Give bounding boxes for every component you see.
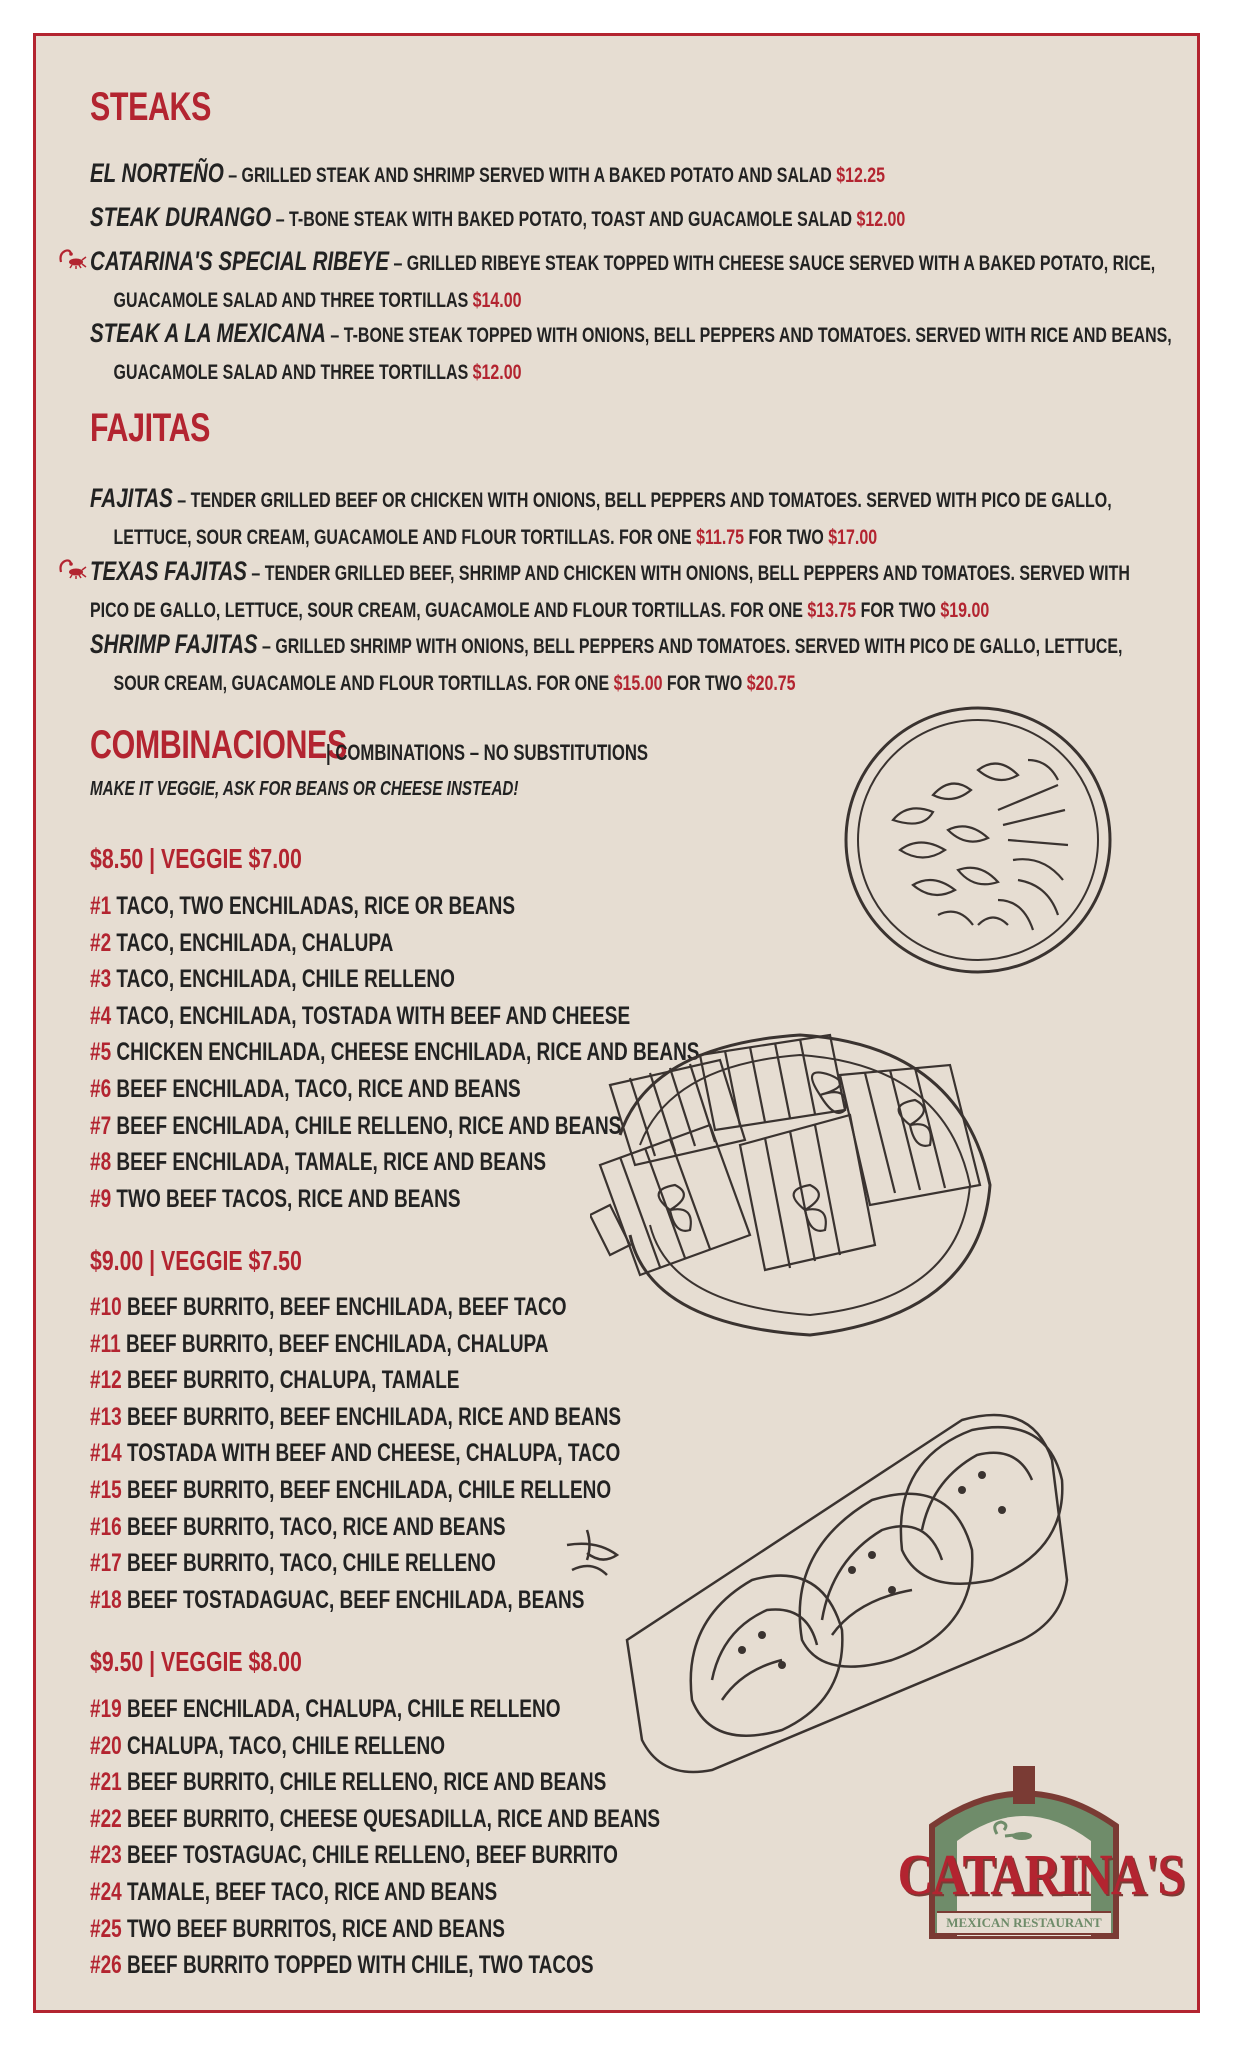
item-desc-cont: PICO DE GALLO, LETTUCE, SOUR CREAM, GUACAMOLE AND FLOUR TORTILLAS. FOR ONE bbox=[90, 599, 803, 622]
veggie-note: MAKE IT VEGGIE, ASK FOR BEANS OR CHEESE INSTEAD! bbox=[90, 778, 519, 800]
combo-item bbox=[90, 925, 699, 962]
item-name: STEAK DURANGO bbox=[90, 202, 272, 232]
combo-number: #5 bbox=[90, 1038, 112, 1067]
price-tier-2: $9.00 | VEGGIE $7.50 bbox=[90, 1245, 302, 1276]
item-price: $12.00 bbox=[856, 208, 906, 231]
combo-item bbox=[90, 1509, 621, 1546]
combo-number: #7 bbox=[90, 1111, 112, 1140]
combo-number: #18 bbox=[90, 1585, 122, 1614]
item-desc: – TENDER GRILLED BEEF OR CHICKEN WITH ONIONS, BELL PEPPERS AND TOMATOES. SERVED WITH PICO DE GALLO, bbox=[177, 489, 1112, 512]
combo-item bbox=[90, 1911, 660, 1948]
item-desc-cont: LETTUCE, SOUR CREAM, GUACAMOLE AND FLOUR TORTILLAS. FOR ONE bbox=[113, 526, 692, 549]
item-desc: – T-BONE STEAK WITH BAKED POTATO, TOAST AND GUACAMOLE SALAD bbox=[275, 208, 853, 231]
combo-number: #26 bbox=[90, 1951, 122, 1980]
combo-text: BEEF BURRITO, CHALUPA, TAMALE bbox=[126, 1366, 460, 1395]
combo-number: #1 bbox=[90, 892, 112, 920]
combo-number: #4 bbox=[90, 1001, 112, 1030]
item-desc: – GRILLED SHRIMP WITH ONIONS, BELL PEPPERS AND TOMATOES. SERVED WITH PICO DE GALLO, LETTUCE, bbox=[262, 635, 1123, 658]
combo-number: #13 bbox=[90, 1402, 122, 1431]
combo-item bbox=[90, 961, 699, 998]
combo-text: BEEF BURRITO, TACO, CHILE RELLENO bbox=[126, 1549, 496, 1578]
combo-text: BEEF BURRITO, BEEF ENCHILADA, CHILE RELLENO bbox=[126, 1475, 612, 1504]
combo-item bbox=[90, 888, 699, 925]
steaks-section bbox=[90, 84, 249, 130]
combo-item bbox=[90, 1582, 621, 1619]
combo-item bbox=[90, 1837, 660, 1874]
item-price: $12.00 bbox=[472, 361, 522, 384]
combo-item bbox=[90, 1326, 621, 1363]
item-desc: – T-BONE STEAK TOPPED WITH ONIONS, BELL PEPPERS AND TOMATOES. SERVED WITH RICE AND BEANS, bbox=[330, 324, 1172, 347]
combo-number: #12 bbox=[90, 1366, 122, 1395]
item-name: TEXAS FAJITAS bbox=[90, 556, 247, 586]
combo-number: #24 bbox=[90, 1877, 122, 1906]
combo-text: TACO, ENCHILADA, CHALUPA bbox=[116, 928, 394, 957]
section-title-combinaciones: COMBINACIONES bbox=[90, 723, 347, 767]
item-price-one: $13.75 bbox=[807, 599, 857, 622]
combo-text: CHICKEN ENCHILADA, CHEESE ENCHILADA, RICE AND BEANS bbox=[116, 1038, 700, 1067]
item-desc-cont: GUACAMOLE SALAD AND THREE TORTILLAS bbox=[113, 361, 469, 384]
item-price: $14.00 bbox=[472, 289, 522, 312]
item-desc: – GRILLED STEAK AND SHRIMP SERVED WITH A BAKED POTATO AND SALAD bbox=[228, 164, 832, 187]
logo-name: CATARINA'S bbox=[897, 1842, 1184, 1907]
combo-text: TACO, TWO ENCHILADAS, RICE OR BEANS bbox=[116, 892, 516, 920]
combo-number: #11 bbox=[90, 1329, 121, 1358]
item-price: $12.25 bbox=[836, 164, 886, 187]
item-price-one: $15.00 bbox=[613, 672, 663, 695]
item-name: SHRIMP FAJITAS bbox=[90, 629, 258, 659]
fajita-platter-illustration bbox=[838, 700, 1118, 980]
price-tier-1: $8.50 | VEGGIE $7.00 bbox=[90, 843, 302, 874]
combo-number: #22 bbox=[90, 1804, 122, 1833]
combo-item bbox=[90, 1435, 621, 1472]
section-title-steaks: STEAKS bbox=[90, 85, 212, 129]
menu-item-el-norteno bbox=[90, 155, 1136, 194]
combo-item bbox=[90, 1801, 660, 1838]
combo-text: TOSTADA WITH BEEF AND CHEESE, CHALUPA, TACO bbox=[126, 1439, 621, 1468]
combo-number: #3 bbox=[90, 965, 112, 994]
combo-text: BEEF ENCHILADA, TAMALE, RICE AND BEANS bbox=[116, 1148, 547, 1177]
combo-text: BEEF BURRITO, BEEF ENCHILADA, CHALUPA bbox=[125, 1329, 549, 1358]
item-desc-cont: SOUR CREAM, GUACAMOLE AND FLOUR TORTILLAS. FOR ONE bbox=[113, 672, 610, 695]
combo-item bbox=[90, 1874, 660, 1911]
item-price-one: $11.75 bbox=[696, 526, 745, 549]
combo-item bbox=[90, 1947, 660, 1984]
combo-text: TWO BEEF BURRITOS, RICE AND BEANS bbox=[126, 1914, 505, 1943]
for-two-label: FOR TWO bbox=[860, 599, 936, 622]
combo-number: #15 bbox=[90, 1475, 122, 1504]
item-name: STEAK A LA MEXICANA bbox=[90, 318, 326, 348]
combo-text: BEEF BURRITO, TACO, RICE AND BEANS bbox=[126, 1512, 506, 1541]
item-price-two: $20.75 bbox=[746, 672, 796, 695]
combo-number: #25 bbox=[90, 1914, 122, 1943]
scorpion-icon bbox=[57, 247, 87, 269]
combo-text: BEEF BURRITO TOPPED WITH CHILE, TWO TACOS bbox=[126, 1951, 594, 1980]
combo-number: #8 bbox=[90, 1148, 112, 1177]
combo-item bbox=[90, 1362, 621, 1399]
tamales-plate-illustration bbox=[590, 1015, 1010, 1355]
menu-item-steak-durango bbox=[90, 199, 1163, 238]
combo-item bbox=[90, 1399, 621, 1436]
combo-number: #10 bbox=[90, 1293, 122, 1321]
combo-text: TACO, ENCHILADA, CHILE RELLENO bbox=[116, 965, 455, 994]
item-desc: – GRILLED RIBEYE STEAK TOPPED WITH CHEESE SAUCE SERVED WITH A BAKED POTATO, RICE, bbox=[393, 252, 1156, 275]
for-two-label: FOR TWO bbox=[748, 526, 824, 549]
menu-item-special-ribeye bbox=[90, 243, 1243, 319]
combo-number: #2 bbox=[90, 928, 112, 957]
item-price-two: $17.00 bbox=[828, 526, 878, 549]
combo-text: BEEF BURRITO, BEEF ENCHILADA, BEEF TACO bbox=[126, 1293, 567, 1321]
combo-text: BEEF ENCHILADA, CHALUPA, CHILE RELLENO bbox=[126, 1695, 561, 1723]
combo-item bbox=[90, 1289, 621, 1326]
section-title-fajitas: FAJITAS bbox=[90, 406, 211, 450]
combo-number: #6 bbox=[90, 1074, 112, 1103]
combo-text: CHALUPA, TACO, CHILE RELLENO bbox=[126, 1731, 446, 1760]
catarinas-logo bbox=[877, 1766, 1184, 1956]
price-tier-3: $9.50 | VEGGIE $8.00 bbox=[90, 1646, 302, 1677]
combo-text: TWO BEEF TACOS, RICE AND BEANS bbox=[116, 1184, 461, 1213]
combo-number: #9 bbox=[90, 1184, 112, 1213]
combo-text: BEEF ENCHILADA, CHILE RELLENO, RICE AND BEANS bbox=[116, 1111, 622, 1140]
combo-text: BEEF TOSTAGUAC, CHILE RELLENO, BEEF BURRITO bbox=[126, 1841, 618, 1870]
combo-number: #17 bbox=[90, 1549, 122, 1578]
logo-tagline: MEXICAN RESTAURANT bbox=[937, 1911, 1111, 1935]
combinaciones-subtitle: | COMBINATIONS – NO SUBSTITUTIONS bbox=[326, 740, 649, 765]
for-two-label: FOR TWO bbox=[666, 672, 743, 695]
combo-number: #20 bbox=[90, 1731, 122, 1760]
combo-text: TACO, ENCHILADA, TOSTADA WITH BEEF AND CHEESE bbox=[116, 1001, 631, 1030]
combo-text: BEEF BURRITO, CHEESE QUESADILLA, RICE AND BEANS bbox=[126, 1804, 661, 1833]
tacos-board-illustration bbox=[562, 1380, 1122, 1780]
item-name: FAJITAS bbox=[90, 483, 173, 513]
item-price-two: $19.00 bbox=[940, 599, 990, 622]
menu-item-steak-mexicana bbox=[90, 315, 1243, 391]
item-desc: – TENDER GRILLED BEEF, SHRIMP AND CHICKEN WITH ONIONS, BELL PEPPERS AND TOMATOES. SERVED WITH bbox=[251, 562, 1130, 585]
menu-item-texas-fajitas bbox=[90, 553, 1243, 629]
scorpion-icon bbox=[57, 557, 87, 579]
combo-text: BEEF BURRITO, CHILE RELLENO, RICE AND BEANS bbox=[126, 1768, 607, 1797]
combo-number: #14 bbox=[90, 1439, 122, 1468]
combo-text: BEEF BURRITO, BEEF ENCHILADA, RICE AND BEANS bbox=[126, 1402, 622, 1431]
combo-number: #16 bbox=[90, 1512, 122, 1541]
combo-text: TAMALE, BEEF TACO, RICE AND BEANS bbox=[126, 1877, 498, 1906]
combo-number: #19 bbox=[90, 1695, 122, 1723]
combo-item bbox=[90, 1472, 621, 1509]
menu-item-shrimp-fajitas bbox=[90, 626, 1243, 702]
combo-text: BEEF TOSTADAGUAC, BEEF ENCHILADA, BEANS bbox=[126, 1585, 585, 1614]
combo-text: BEEF ENCHILADA, TACO, RICE AND BEANS bbox=[116, 1074, 521, 1103]
combo-item bbox=[90, 1545, 621, 1582]
combo-number: #23 bbox=[90, 1841, 122, 1870]
menu-item-fajitas bbox=[90, 480, 1243, 556]
combo-number: #21 bbox=[90, 1768, 122, 1797]
item-name: EL NORTEÑO bbox=[90, 158, 224, 188]
item-name: CATARINA'S SPECIAL RIBEYE bbox=[90, 246, 390, 276]
item-desc-cont: GUACAMOLE SALAD AND THREE TORTILLAS bbox=[113, 289, 469, 312]
